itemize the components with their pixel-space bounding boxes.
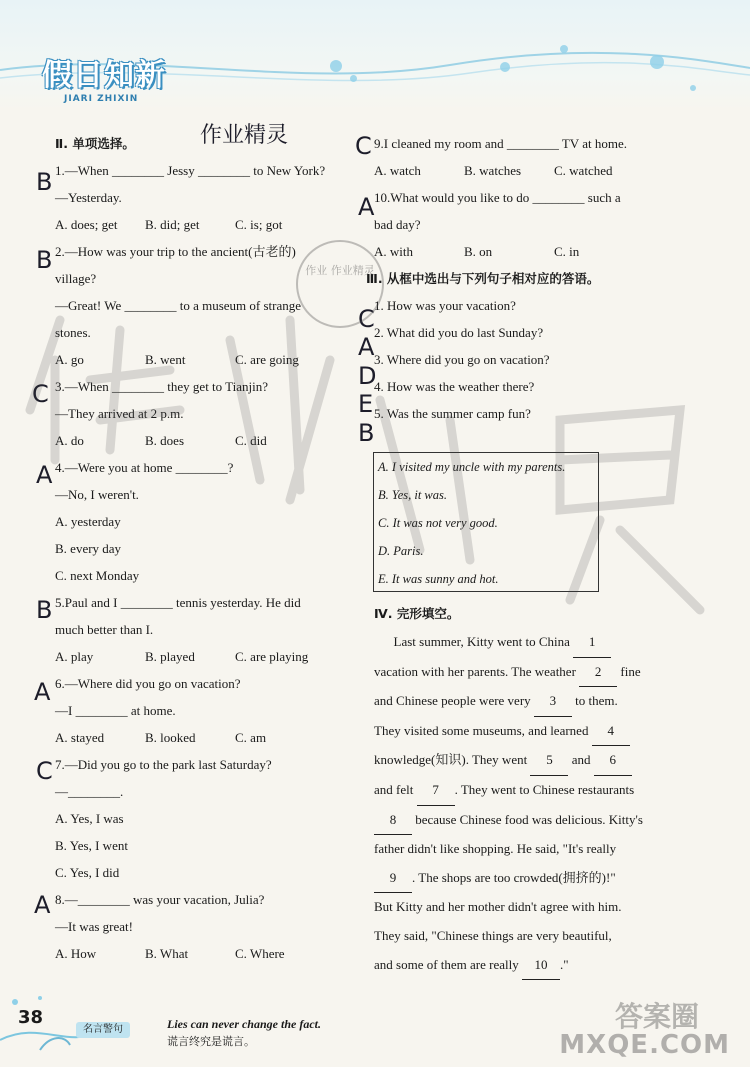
question-line: What would you like to do ________ such a	[390, 190, 621, 205]
question-number: 9.	[374, 136, 384, 151]
option: B. played	[145, 649, 195, 664]
question-line: —How was your trip to the ancient(古老的)	[64, 244, 296, 259]
question-line: bad day?	[374, 217, 421, 232]
option: A. watch	[374, 163, 421, 178]
question-number: 5.	[55, 595, 65, 610]
option: C. Where	[235, 946, 285, 961]
blank-7: 7	[417, 776, 455, 806]
option: A. does; get	[55, 217, 118, 232]
box-option: C. It was not very good.	[378, 516, 498, 530]
question-line: I cleaned my room and ________ TV at home.	[383, 136, 627, 151]
question-line: —It was great!	[55, 919, 133, 934]
item-number: 5.	[374, 406, 384, 421]
handwritten-answer: C	[32, 380, 49, 408]
bubble	[690, 85, 696, 91]
blank-8: 8	[374, 806, 412, 836]
item-number: 2.	[374, 325, 384, 340]
option: C. next Monday	[55, 568, 140, 583]
box-option: A. I visited my uncle with my parents.	[378, 460, 566, 474]
option: C. are going	[235, 352, 299, 367]
option: A. yesterday	[55, 514, 121, 529]
option: C. watched	[554, 163, 613, 178]
handwritten-answer: B	[36, 246, 53, 274]
watermark-text: 答案圈	[615, 1000, 700, 1033]
logo-subtitle: JIARI ZHIXIN	[64, 94, 139, 104]
handwritten-answer: C	[36, 757, 53, 785]
handwritten-answer: B	[36, 596, 53, 624]
options	[55, 940, 345, 967]
motto-english: Lies can never change the fact.	[167, 1017, 321, 1031]
option: A. stayed	[55, 730, 105, 745]
options	[374, 157, 674, 184]
question-line: village?	[55, 271, 97, 286]
question-10	[374, 184, 674, 265]
option: C. Yes, I did	[55, 865, 120, 880]
question-number: 6.	[55, 676, 65, 691]
blank-5: 5	[530, 746, 568, 776]
question-number: 8.	[55, 892, 65, 907]
question-number: 2.	[55, 244, 65, 259]
bubble	[560, 45, 568, 53]
question-6	[55, 670, 345, 751]
cloze-passage: Last summer, Kitty went to China 1 vacation with her parents. The weather 2 fine and Chinese people were very 3 to them. They visited some museums, and learned 4 knowledge(知识). They went 5 and 6 and felt 7 . They went to Chinese restaurants 8 because Chinese food was delicious. Kitty's father didn't like shopping. He said, "It's really 9 . The shops are too crowded(拥挤的)!" But Kitty and her mother didn't agree with him. They said, "Chinese things are very beautiful, and some of them are really 10 ."	[374, 628, 674, 980]
question-line: —Great! We ________ to a museum of strange	[55, 298, 302, 313]
option: C. did	[235, 433, 267, 448]
item-number: 1.	[374, 298, 384, 313]
question-line: stones.	[55, 325, 91, 340]
stamp: 作业 作业精灵	[296, 240, 384, 328]
box-option: D. Paris.	[378, 544, 424, 558]
motto-tag: 名言警句	[76, 1022, 130, 1038]
options	[55, 643, 345, 670]
question-line: —Yesterday.	[55, 190, 122, 205]
handwritten-answer: A	[34, 678, 51, 706]
handwritten-answer: C	[358, 305, 375, 333]
option: B. Yes, I went	[55, 838, 128, 853]
question-number: 4.	[55, 460, 65, 475]
question-line: —They arrived at 2 p.m.	[55, 406, 184, 421]
option: B. did; get	[145, 217, 200, 232]
option: A. go	[55, 352, 84, 367]
handwritten-answer: A	[358, 333, 375, 361]
blank-9: 9	[374, 864, 412, 894]
logo-title: 假日知新	[42, 58, 166, 93]
handwritten-answer: C	[355, 132, 372, 160]
handwritten-answer: B	[36, 168, 53, 196]
options	[55, 211, 345, 238]
question-line: —________.	[55, 784, 124, 799]
handwritten-answer: A	[36, 461, 53, 489]
blank-2: 2	[579, 658, 617, 688]
option: C. am	[235, 730, 267, 745]
option: A. with	[374, 244, 413, 259]
option: B. does	[145, 433, 184, 448]
watermark-url: MXQE.COM	[559, 1030, 730, 1060]
question-line: —No, I weren't.	[55, 487, 139, 502]
bubble	[500, 62, 510, 72]
section-2-title: Ⅱ. 单项选择。	[55, 136, 135, 151]
option: A. do	[55, 433, 84, 448]
blank-6: 6	[594, 746, 632, 776]
blank-4: 4	[592, 717, 630, 747]
handwritten-answer: B	[358, 419, 375, 447]
option: B. every day	[55, 541, 122, 556]
options	[55, 724, 345, 751]
bubble	[650, 55, 664, 69]
watermark-strokes	[0, 300, 750, 624]
question-line: —Were you at home ________?	[64, 460, 234, 475]
question-line: —When ________ Jessy ________ to New York?	[64, 163, 326, 178]
question-line: —Did you go to the park last Saturday?	[64, 757, 272, 772]
options	[374, 238, 674, 265]
question-line: much better than I.	[55, 622, 154, 637]
option: B. looked	[145, 730, 196, 745]
option: A. Yes, I was	[55, 811, 124, 826]
bubble	[330, 60, 342, 72]
option: C. are playing	[235, 649, 309, 664]
handwritten-answer: A	[34, 891, 51, 919]
page-number: 38	[18, 1007, 44, 1028]
blank-3: 3	[534, 687, 572, 717]
question-9	[374, 130, 674, 184]
option: B. went	[145, 352, 186, 367]
logo	[28, 38, 178, 108]
question-number: 3.	[55, 379, 65, 394]
section-4-title: Ⅳ. 完形填空。	[374, 606, 460, 621]
option: C. in	[554, 244, 580, 259]
question-line: —I ________ at home.	[55, 703, 176, 718]
item-text: How was your vacation?	[387, 298, 516, 313]
option: C. is; got	[235, 217, 283, 232]
box-option: E. It was sunny and hot.	[378, 572, 499, 586]
question-7	[55, 751, 345, 886]
item-text: Was the summer camp fun?	[386, 406, 531, 421]
option: A. How	[55, 946, 97, 961]
item-text: How was the weather there?	[387, 379, 535, 394]
option: B. What	[145, 946, 189, 961]
option: A. play	[55, 649, 94, 664]
question-line: —When ________ they get to Tianjin?	[64, 379, 269, 394]
handwritten-answer: D	[358, 362, 377, 390]
item-text: What did you do last Sunday?	[386, 325, 544, 340]
box-option: B. Yes, it was.	[378, 488, 448, 502]
option: B. on	[464, 244, 493, 259]
question-1	[55, 157, 345, 238]
item-text: Where did you go on vacation?	[386, 352, 550, 367]
question-8	[55, 886, 345, 967]
handwritten-answer: A	[358, 193, 375, 221]
handwritten-answer: E	[358, 390, 374, 418]
blank-1: 1	[573, 628, 611, 658]
section-3-title: Ⅲ. 从框中选出与下列句子相对应的答语。	[366, 271, 600, 286]
question-line: Paul and I ________ tennis yesterday. He did	[64, 595, 301, 610]
item-number: 3.	[374, 352, 384, 367]
blank-10: 10	[522, 951, 560, 981]
question-number: 10.	[374, 190, 391, 205]
question-number: 1.	[55, 163, 65, 178]
option: B. watches	[464, 163, 522, 178]
question-number: 7.	[55, 757, 65, 772]
question-line: —Where did you go on vacation?	[64, 676, 241, 691]
item-number: 4.	[374, 379, 384, 394]
handwritten-title: 作业精灵	[200, 123, 289, 148]
motto-chinese: 谎言终究是谎言。	[167, 1035, 255, 1048]
question-line: —________ was your vacation, Julia?	[64, 892, 265, 907]
bubble	[350, 75, 357, 82]
